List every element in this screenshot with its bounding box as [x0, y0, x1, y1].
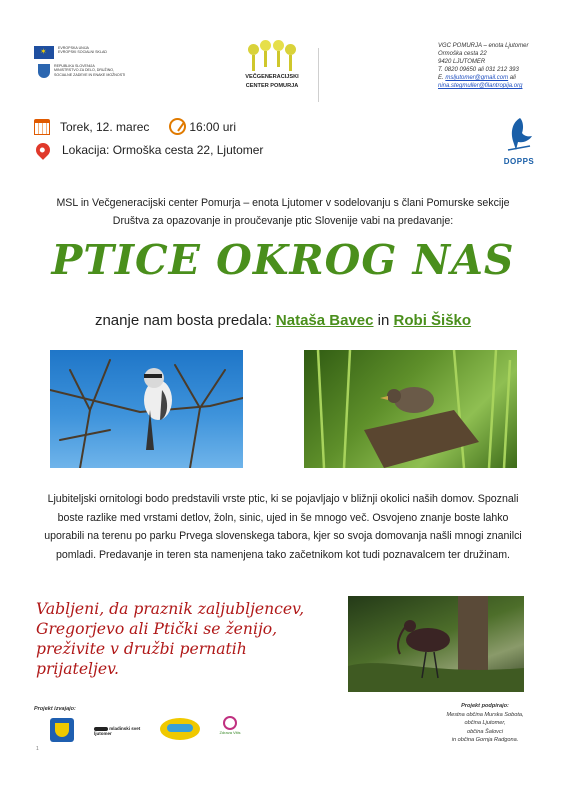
email-label: E. — [438, 75, 444, 81]
mladinski-svet-label: mladinski svet ljutomer — [94, 726, 141, 736]
contact-org: VGC POMURJA – enota Ljutomer — [438, 43, 529, 49]
supporter-line: Mestna občina Murska Sobota, — [446, 711, 524, 718]
vgc-pomurja-logo — [244, 36, 300, 89]
eu-line: EVROPSKA UNIJA — [58, 46, 89, 50]
email-link-1[interactable]: msljutomer@gmail.com — [445, 75, 509, 81]
event-title: PTICE OKROG NAS — [51, 236, 515, 284]
dopps-logo — [497, 116, 541, 166]
ministry-line: REPUBLIKA SLOVENIJA — [54, 64, 95, 68]
date-time-row — [34, 118, 236, 135]
contact-street: Ormoška cesta 22 — [438, 51, 487, 57]
supporters-heading: Projekt podpirajo: — [461, 703, 509, 709]
welcome-line: prijateljev. — [36, 660, 120, 678]
lecturers-prefix: znanje nam bosta predala: — [94, 312, 272, 329]
welcome-message — [36, 599, 336, 679]
event-date: Torek, 12. marec — [60, 119, 150, 134]
welcome-line: Gregorjevo ali Ptički se ženijo, — [36, 620, 278, 638]
welcome-line: Vabljeni, da praznik zaljubljencev, — [36, 600, 305, 618]
vgc-logo-line: CENTER POMURJA — [245, 82, 299, 89]
vgc-logo-line: VEČGENERACIJSKI — [245, 74, 299, 80]
clock-icon — [169, 118, 186, 135]
eu-line: EVROPSKI SOCIALNI SKLAD — [58, 50, 107, 55]
zdrava-vitis-label: Zdrava Vitis — [219, 730, 241, 735]
lecturers-line — [20, 312, 546, 329]
contact-city: 9420 LJUTOMER — [438, 59, 486, 65]
contact-email-row — [438, 74, 566, 82]
location-pin-icon — [33, 140, 53, 160]
dopps-bird-icon — [504, 116, 534, 152]
email-join: ali — [509, 75, 516, 81]
people-figures-icon — [247, 36, 297, 72]
intro-text: MSL in Večgeneracijski center Pomurja – enota Ljutomer v sodelovanju s člani Pomurske sekcije Društva za opazovanje in proučevanje ptic Slovenije vabi na predavanje: — [56, 197, 510, 227]
contact-phone: T. 0820 09650 ali 031 212 393 — [438, 67, 519, 73]
shrike-photo — [50, 350, 243, 468]
footer-implementers-heading: Projekt izvajajo: — [34, 706, 76, 712]
event-time: 16:00 uri — [189, 119, 237, 134]
calendar-icon — [34, 119, 50, 135]
ministry-logo — [34, 64, 126, 78]
lecturer-name-1[interactable]: Nataša Bavec — [275, 312, 374, 329]
funding-logos — [34, 46, 126, 83]
implementer-logos — [50, 716, 250, 746]
page-number: 1 — [36, 746, 39, 752]
welcome-line: preživite v družbi pernatih — [36, 640, 247, 658]
eu-logo — [34, 46, 126, 59]
event-description: Ljubiteljski ornitologi bodo predstavili vrste ptic, ki se pojavljajo v bližnji okolici naših domov. Spoznali boste razlike med vrstami detlov, žoln, sinic, ujed in še mnogo več. Osvojeno znanje boste lahko uporabili na terenu po parku Prvega slovenskega tabora, kjer so svoja domovanja našli mnogi znanilci pomladi. Predavanje in teren sta namenjena tako začetnikom kot tudi poznavalcem ter družinam. — [44, 493, 522, 561]
lecturers-join: in — [377, 312, 390, 329]
dopps-label: DOPPS — [503, 157, 535, 166]
supporter-line: in občina Gornja Radgona. — [451, 737, 519, 743]
moorhen-photo — [304, 350, 517, 468]
partner-sun-logo — [160, 718, 200, 740]
eu-flag-icon — [34, 46, 54, 59]
lecturer-name-2[interactable]: Robi Šiško — [393, 312, 472, 329]
mladinski-svet-logo — [94, 726, 154, 736]
contact-block — [438, 42, 566, 90]
ibis-photo — [348, 596, 524, 692]
email-link-2[interactable]: nina.stegmuller@filantropija.org — [438, 83, 523, 89]
header-divider — [318, 48, 319, 102]
supporter-line: občina Ljutomer, — [464, 720, 506, 726]
ministry-line: SOCIALNE ZADEVE IN ENAKE MOŽNOSTI — [54, 72, 126, 77]
ministry-line: MINISTRSTVO ZA DELO, DRUŽINO, — [54, 68, 115, 73]
supporters-block — [420, 702, 550, 745]
location-row — [36, 143, 263, 157]
supporter-line: občina Šalovci — [466, 728, 504, 735]
event-location: Lokacija: Ormoška cesta 22, Ljutomer — [62, 143, 264, 157]
zdrava-vitis-logo — [218, 716, 242, 735]
municipality-crest-icon — [50, 718, 74, 742]
slovenia-crest-icon — [38, 64, 50, 78]
